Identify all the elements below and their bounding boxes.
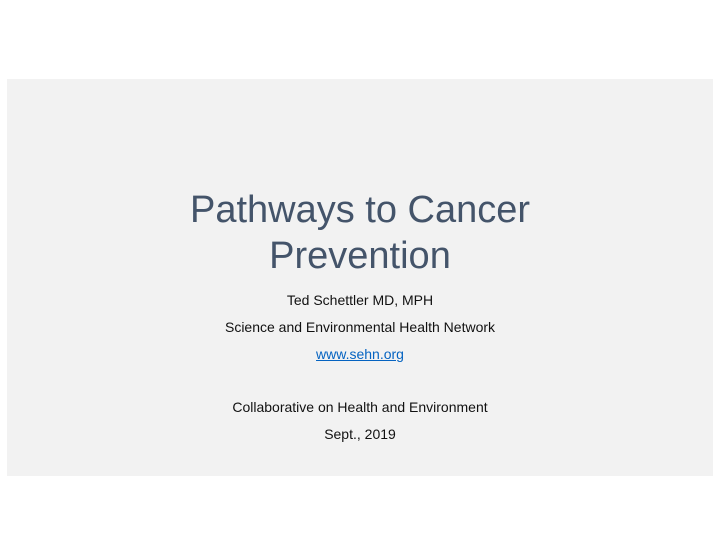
presentation-date: Sept., 2019 [324, 426, 396, 442]
slide [7, 79, 713, 476]
author-name: Ted Schettler MD, MPH [286, 292, 434, 308]
slide-title [7, 187, 713, 279]
title-line-2: Prevention [269, 235, 451, 277]
website-link[interactable]: www.sehn.org [316, 346, 404, 362]
title-line-1: Pathways to Cancer [189, 189, 531, 231]
organization-name: Science and Environmental Health Network [224, 319, 496, 335]
collaborative-name: Collaborative on Health and Environment [232, 399, 488, 415]
website-line [7, 345, 713, 363]
